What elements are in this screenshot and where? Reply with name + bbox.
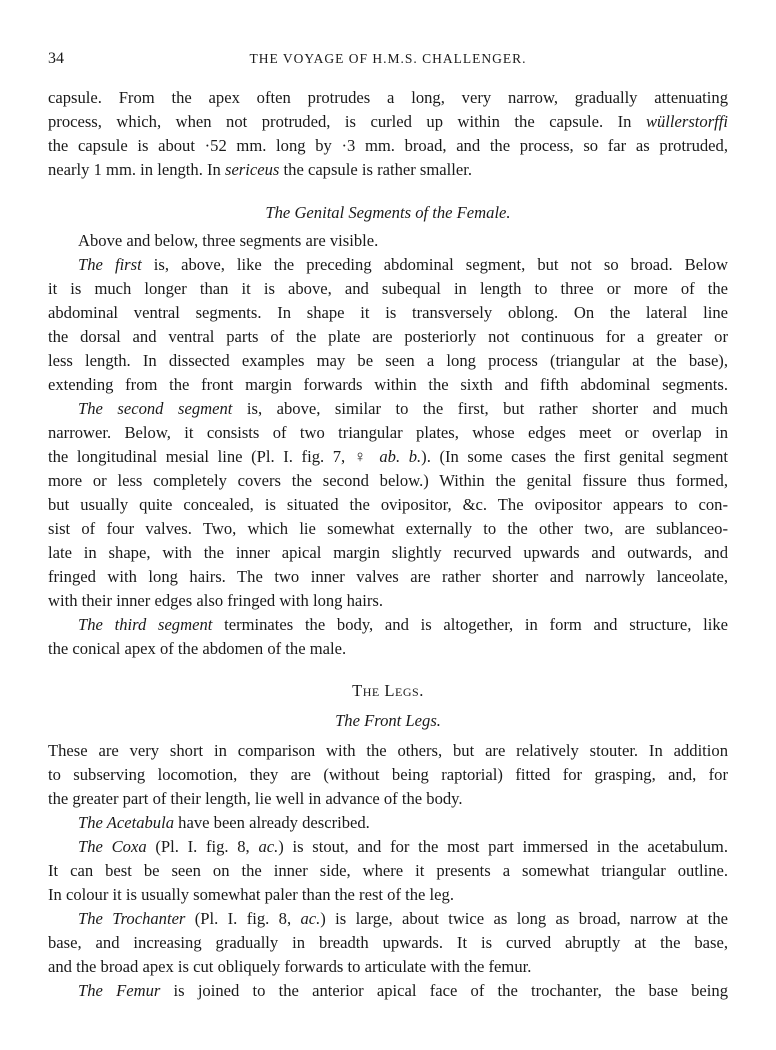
run-in-title: The Acetabula [78,813,175,832]
section-heading: The Genital Segments of the Female. [265,203,511,222]
subsection-heading: The Front Legs. [335,711,441,730]
text-line: In colour it is usually somewhat paler than the rest of the leg. [48,885,454,904]
section-heading: The Legs. [352,681,424,700]
species-name: wüllerstorffi [645,112,728,131]
text-line: it is much longer than it is above, and subequal in length to three or more of the [48,279,728,298]
run-in-title: The Coxa [78,837,147,856]
text-line: nearly 1 mm. in length. In sericeus the capsule is rather smaller. [48,160,472,179]
text-line: with their inner edges also fringed with long hairs. [48,591,384,610]
run-in-title: The third segment [78,615,213,634]
text-line: the capsule is about ·52 mm. long by ·3 mm. broad, and the process, so far as protruded, [48,136,728,155]
text-line: Above and below, three segments are visible. [78,231,379,250]
text-line: The Coxa (Pl. I. fig. 8, ac.) is stout, and for the most part immersed in the acetabulum. [78,837,728,856]
text-line: fringed with long hairs. The two inner valves are rather shorter and narrowly lanceolate, [48,567,728,586]
text-line: The second segment is, above, similar to the first, but rather shorter and much [78,399,728,418]
text-line: The Trochanter (Pl. I. fig. 8, ac.) is large, about twice as long as broad, narrow at the [78,909,728,928]
text-line: These are very short in comparison with the others, but are relatively stouter. In addition [48,741,728,760]
species-name: sericeus [224,160,280,179]
text-line: The Femur is joined to the anterior apical face of the trochanter, the base being [78,981,728,1000]
page-header [48,50,728,70]
text-line: sist of four valves. Two, which lie somewhat externally to the other two, are sublanceo- [48,519,728,538]
text-line: abdominal ventral segments. In shape it is transversely oblong. On the lateral line [48,303,728,322]
text-line: less length. In dissected examples may be seen a long process (triangular at the base), [48,351,728,370]
figure-ref: ab. b. [379,447,422,466]
run-in-title: The first [78,255,142,274]
text-line: The Acetabula have been already described. [78,813,370,832]
text-line: late in shape, with the inner apical margin slightly recurved upwards and outwards, and [48,543,728,562]
run-in-title: The Femur [78,981,161,1000]
text-line: narrower. Below, it consists of two triangular plates, whose edges meet or overlap in [48,423,728,442]
figure-ref: ac. [300,909,321,928]
text-line: base, and increasing gradually in breadth upwards. It is curved abruptly at the base, [48,933,728,952]
text-line: process, which, when not protruded, is curled up within the capsule. In wüllerstorffi [48,112,728,131]
text-line: the greater part of their length, lie well in advance of the body. [48,789,463,808]
text-line: the longitudinal mesial line (Pl. I. fig. 7, ♀ ab. b.). (In some cases the first genital segment [48,447,728,466]
text-line: to subserving locomotion, they are (without being raptorial) fitted for grasping, and, for [48,765,728,784]
text-line: extending from the front margin forwards within the sixth and fifth abdominal segments. [48,375,728,394]
text-line: the conical apex of the abdomen of the male. [48,639,347,658]
page-number: 34 [48,50,64,67]
run-in-title: The Trochanter [78,909,186,928]
text-line: but usually quite concealed, is situated the ovipositor, &c. The ovipositor appears to con- [48,495,728,514]
text-line: and the broad apex is cut obliquely forwards to articulate with the femur. [48,957,532,976]
text-line: It can best be seen on the inner side, where it presents a somewhat triangular outline. [48,861,728,880]
text-line: more or less completely covers the second below.) Within the genital fissure thus formed, [48,471,728,490]
text-line: The first is, above, like the preceding abdominal segment, but not so broad. Below [78,255,728,274]
text-line: capsule. From the apex often protrudes a long, very narrow, gradually attenuating [48,88,728,107]
run-in-title: The second segment [78,399,233,418]
text-line: The third segment terminates the body, and is altogether, in form and structure, like [78,615,728,634]
running-title: THE VOYAGE OF H.M.S. CHALLENGER. [249,51,527,66]
text-line: the dorsal and ventral parts of the plate are posteriorly not continuous for a greater or [48,327,728,346]
figure-ref: ac. [258,837,279,856]
